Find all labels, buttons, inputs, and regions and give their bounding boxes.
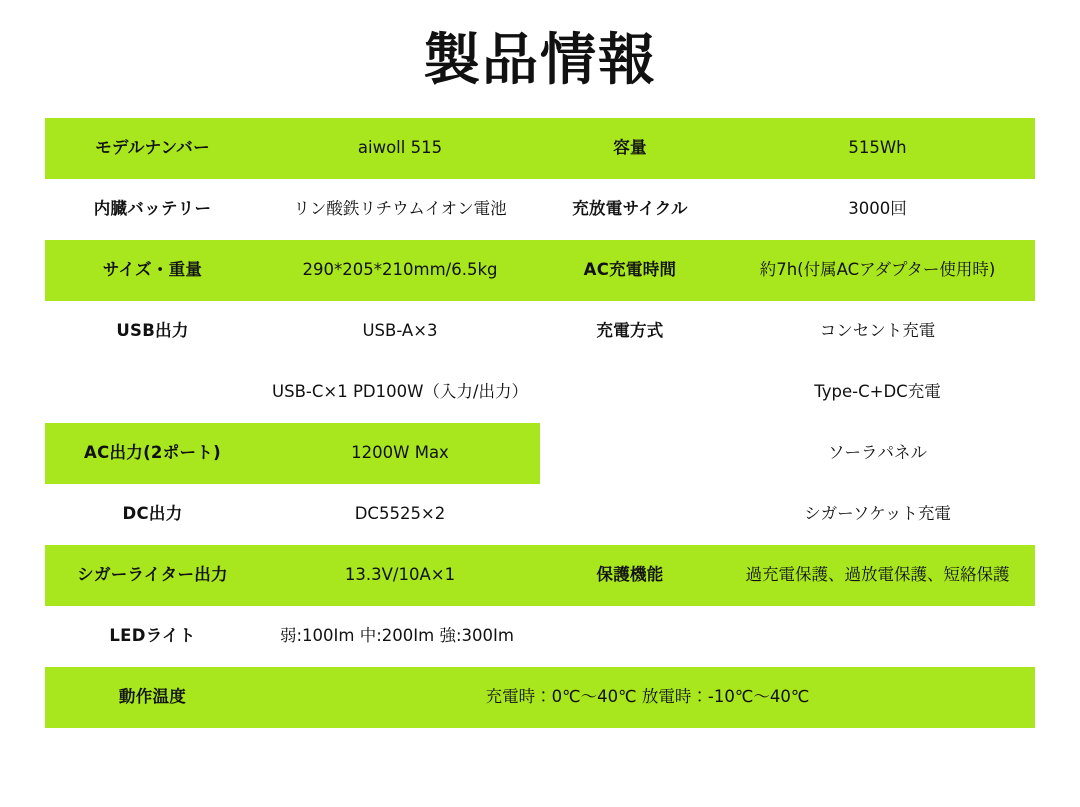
spec-label: AC充電時間 xyxy=(540,240,720,301)
spec-value: 過充電保護、過放電保護、短絡保護 xyxy=(720,545,1035,606)
spec-label: 内臓バッテリー xyxy=(45,179,260,240)
spec-label: DC出力 xyxy=(45,484,260,545)
spec-label: 保護機能 xyxy=(540,545,720,606)
spec-label xyxy=(45,362,260,423)
spec-table xyxy=(45,118,1035,728)
spec-value: USB-A×3 xyxy=(260,301,540,362)
spec-value: 1200W Max xyxy=(260,423,540,484)
spec-value: Type-C+DC充電 xyxy=(720,362,1035,423)
table-row xyxy=(45,179,1035,240)
table-row xyxy=(45,362,1035,423)
table-row xyxy=(45,484,1035,545)
spec-label: モデルナンバー xyxy=(45,118,260,179)
spec-label: シガーライター出力 xyxy=(45,545,260,606)
spec-label: サイズ・重量 xyxy=(45,240,260,301)
spec-label: 動作温度 xyxy=(45,667,260,728)
spec-value: シガーソケット充電 xyxy=(720,484,1035,545)
spec-label: USB出力 xyxy=(45,301,260,362)
spec-label xyxy=(540,423,720,484)
spec-value: ソーラパネル xyxy=(720,423,1035,484)
spec-value: 弱:100Im 中:200Im 強:300Im xyxy=(260,606,1035,667)
spec-value: リン酸鉄リチウムイオン電池 xyxy=(260,179,540,240)
page-title: 製品情報 xyxy=(424,28,656,93)
spec-value: 充電時：0℃〜40℃ 放電時：-10℃〜40℃ xyxy=(260,667,1035,728)
spec-value: 515Wh xyxy=(720,118,1035,179)
table-row xyxy=(45,240,1035,301)
spec-value: 約7h(付属ACアダプター使用時) xyxy=(720,240,1035,301)
spec-value: 13.3V/10A×1 xyxy=(260,545,540,606)
spec-value: 3000回 xyxy=(720,179,1035,240)
spec-value: DC5525×2 xyxy=(260,484,540,545)
table-row xyxy=(45,301,1035,362)
table-row xyxy=(45,423,1035,484)
table-row xyxy=(45,667,1035,728)
spec-value: USB-C×1 PD100W（入力/出力） xyxy=(260,362,540,423)
spec-label: 充放電サイクル xyxy=(540,179,720,240)
spec-label: LEDライト xyxy=(45,606,260,667)
spec-value: コンセント充電 xyxy=(720,301,1035,362)
table-row xyxy=(45,606,1035,667)
table-row xyxy=(45,545,1035,606)
spec-value: 290*205*210mm/6.5kg xyxy=(260,240,540,301)
spec-label xyxy=(540,484,720,545)
spec-value: aiwoll 515 xyxy=(260,118,540,179)
spec-label: 充電方式 xyxy=(540,301,720,362)
spec-label: AC出力(2ポート) xyxy=(45,423,260,484)
table-row xyxy=(45,118,1035,179)
spec-label: 容量 xyxy=(540,118,720,179)
spec-label xyxy=(540,362,720,423)
